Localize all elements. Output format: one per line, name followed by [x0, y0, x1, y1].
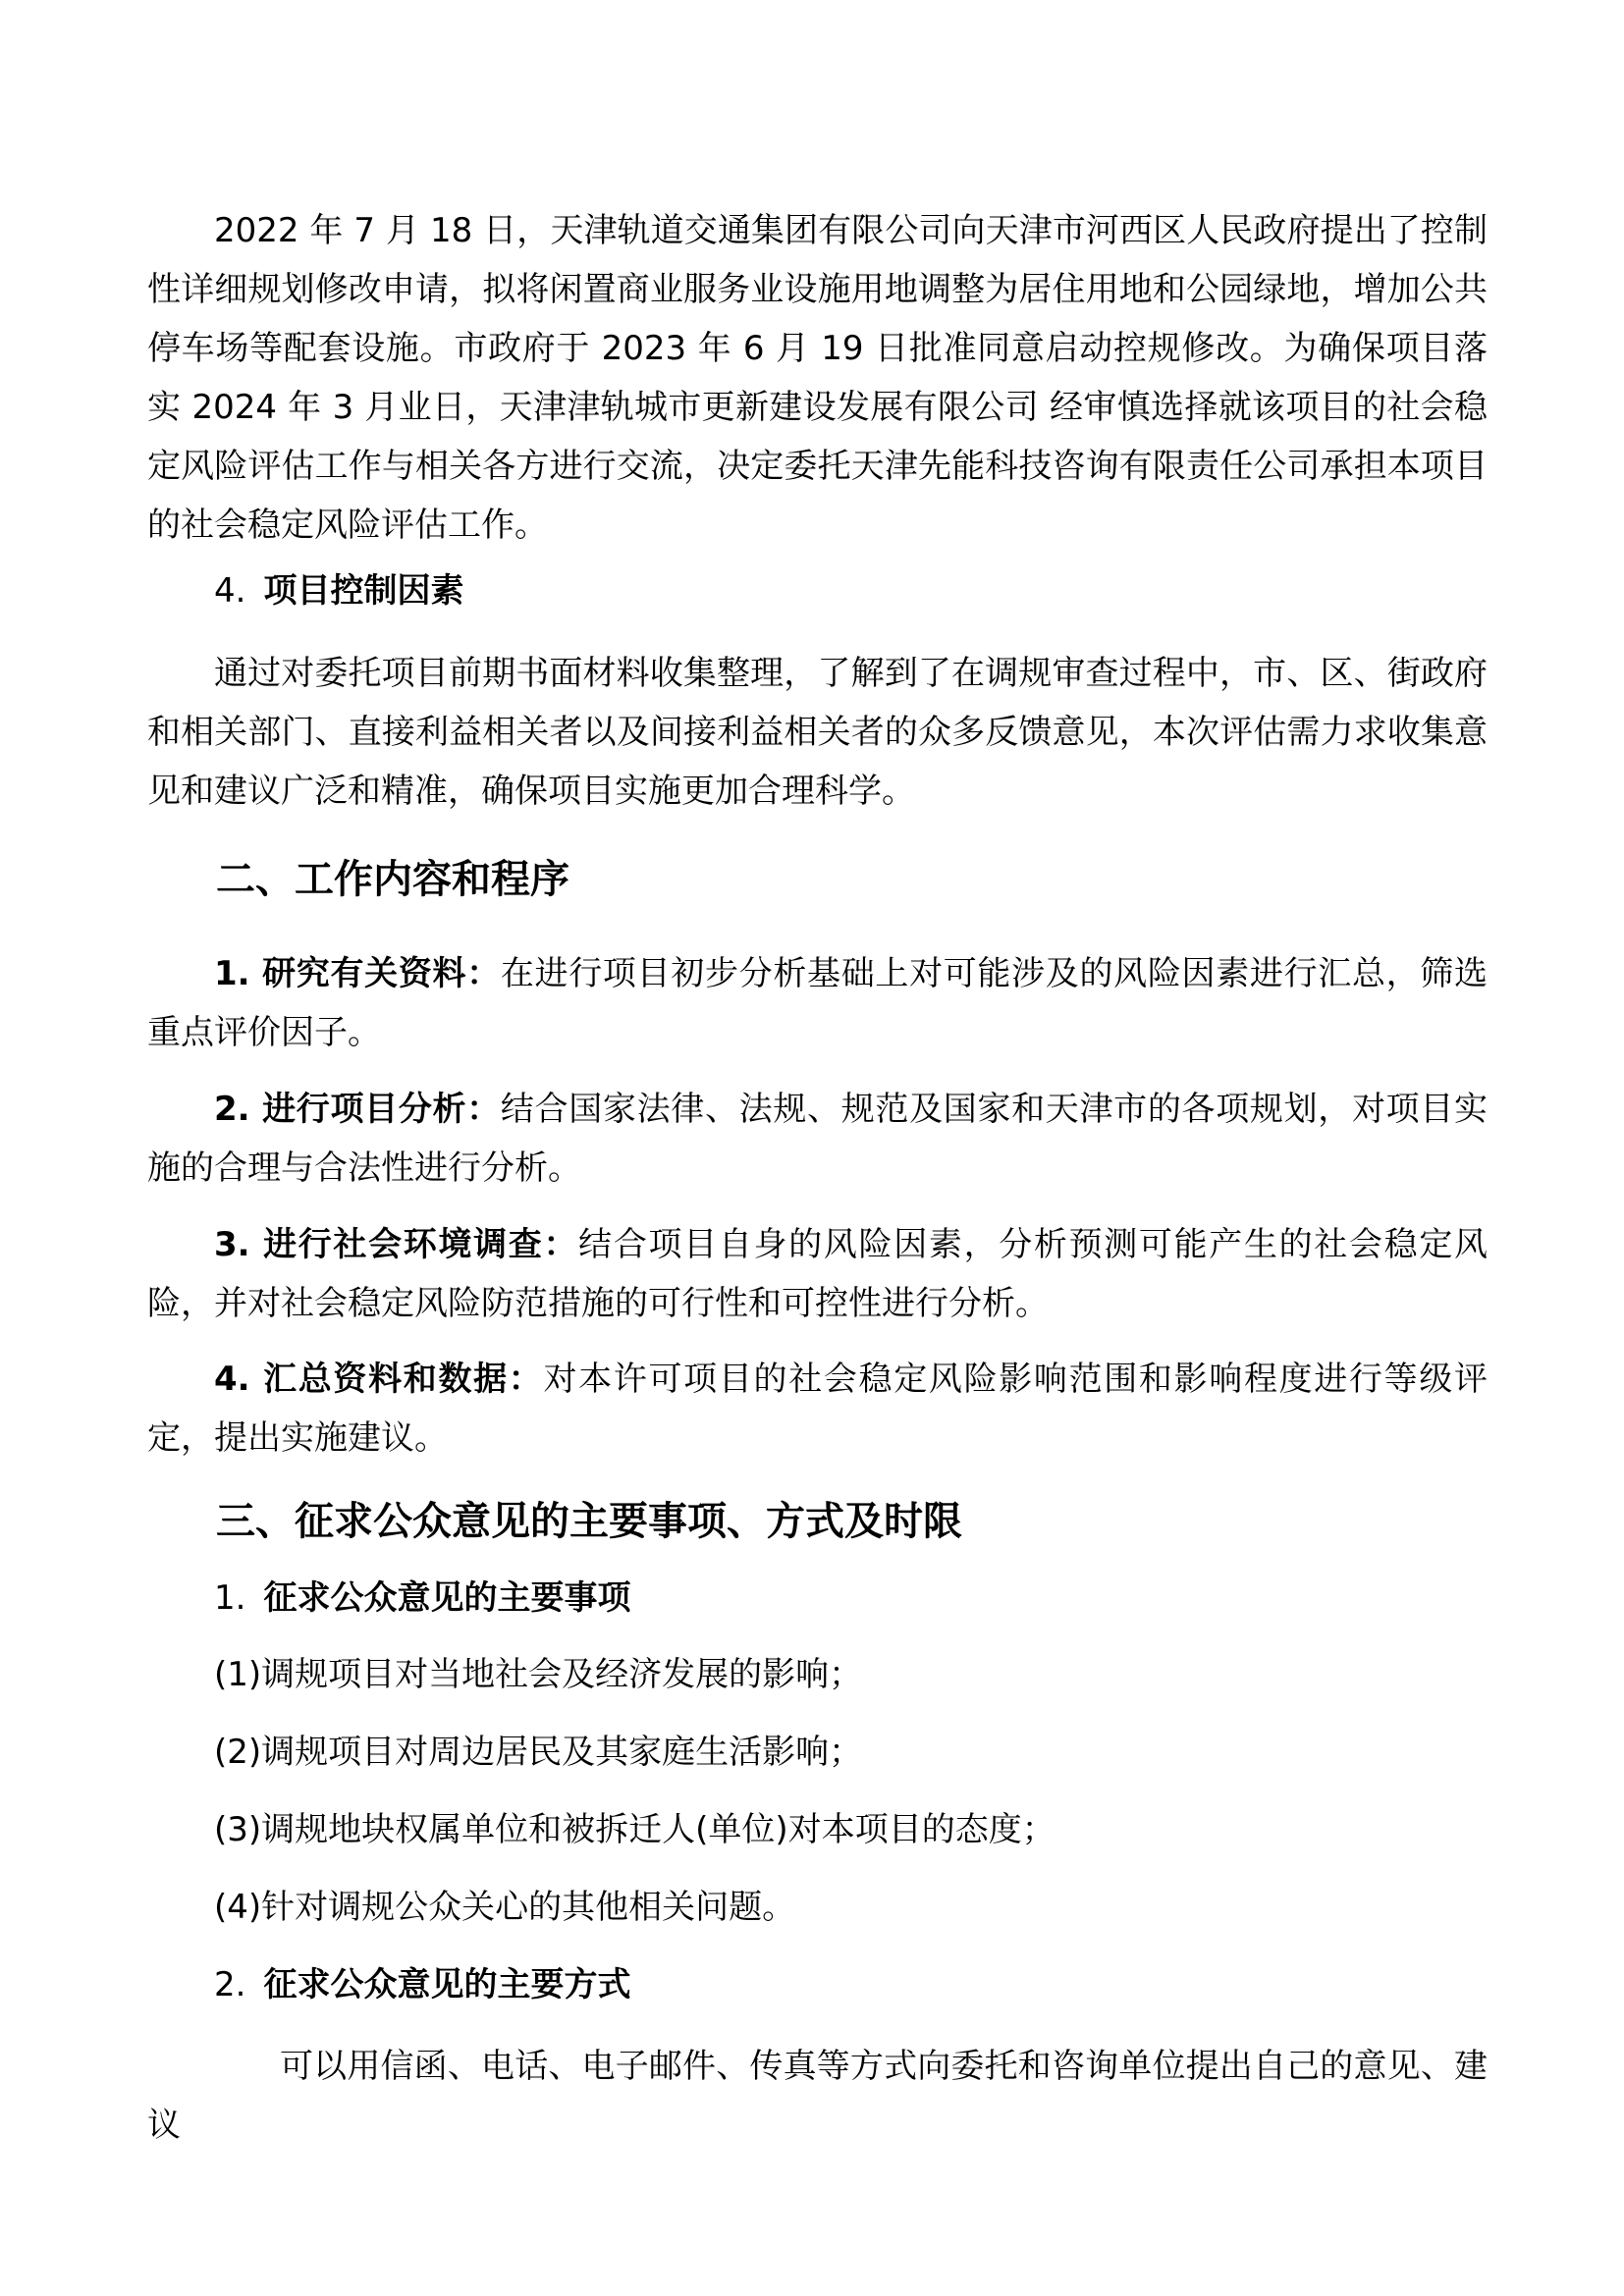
- section-4-body: 通过对委托项目前期书面材料收集整理，了解到了在调规审查过程中，市、区、街政府和相关部门、直接利益相关者以及间接利益相关者的众多反馈意见，本次评估需力求收集意见和建议广泛和精准，确保项目实施更加合理科学。: [147, 654, 1488, 811]
- step-2-paragraph: [147, 1080, 1488, 1198]
- subsection-1-heading: [214, 1569, 630, 1628]
- subsection-1-title: 征求公众意见的主要事项: [263, 1578, 631, 1618]
- final-paragraph: 可以用信函、电话、电子邮件、传真等方式向委托和咨询单位提出自己的意见、建议: [147, 2047, 1488, 2145]
- step-4-text: 对本许可项目的社会稳定风险影响范围和影响程度进行等级评定，提出实施建议。: [147, 1360, 1488, 1458]
- step-3-paragraph: [147, 1215, 1488, 1333]
- list-item: (4)针对调规公众关心的其他相关问题。: [214, 1888, 796, 1927]
- subsection-2-title: 征求公众意见的主要方式: [263, 1965, 631, 2004]
- list-item: (1)调规项目对当地社会及经济发展的影响；: [214, 1655, 863, 1694]
- step-3-text: 结合项目自身的风险因素，分析预测可能产生的社会稳定风险，并对社会稳定风险防范措施的可行性和可控性进行分析。: [147, 1225, 1488, 1323]
- step-4-paragraph: [147, 1350, 1488, 1468]
- step-1-text: 在进行项目初步分析基础上对可能涉及的风险因素进行汇总，筛选重点评价因子。: [147, 954, 1488, 1052]
- step-4-label: 4. 汇总资料和数据：: [214, 1360, 544, 1399]
- step-2-text: 结合国家法律、法规、规范及国家和天津市的各项规划，对项目实施的合理与合法性进行分析。: [147, 1090, 1488, 1188]
- list-item: (3)调规地块权属单位和被拆迁人(单位)对本项目的态度；: [214, 1810, 1056, 1849]
- subsection-2-heading: [214, 1955, 630, 2014]
- section-4-heading: [214, 561, 463, 620]
- step-1-label: 1. 研究有关资料：: [214, 954, 501, 993]
- section-4-title: 项目控制因素: [263, 571, 464, 611]
- step-1-paragraph: [147, 944, 1488, 1062]
- heading-public-opinion: 三、征求公众意见的主要事项、方式及时限: [216, 1499, 962, 1544]
- step-2-label: 2. 进行项目分析：: [214, 1090, 501, 1129]
- heading-work-content: 二、工作内容和程序: [216, 857, 569, 902]
- section-4-number: 4.: [214, 571, 246, 611]
- background-paragraph: 2022 年 7 月 18 日，天津轨道交通集团有限公司向天津市河西区人民政府提出了控制性详细规划修改申请，拟将闲置商业服务业设施用地调整为居住用地和公园绿地，增加公共停车场等配套设施。市政府于 2023 年 6 月 19 日批准同意启动控规修改。为确保项目落实 2024 年 3 月业日，天津津轨城市更新建设发展有限公司 经审慎选择就该项目的社会稳定风险评估工作与相关各方进行交流，决定委托天津先能科技咨询有限责任公司承担本项目的社会稳定风险评估工作。: [147, 211, 1488, 545]
- list-item: (2)调规项目对周边居民及其家庭生活影响；: [214, 1733, 863, 1772]
- subsection-2-number: 2.: [214, 1965, 246, 2004]
- step-3-label: 3. 进行社会环境调查：: [214, 1225, 579, 1264]
- subsection-1-number: 1.: [214, 1578, 246, 1618]
